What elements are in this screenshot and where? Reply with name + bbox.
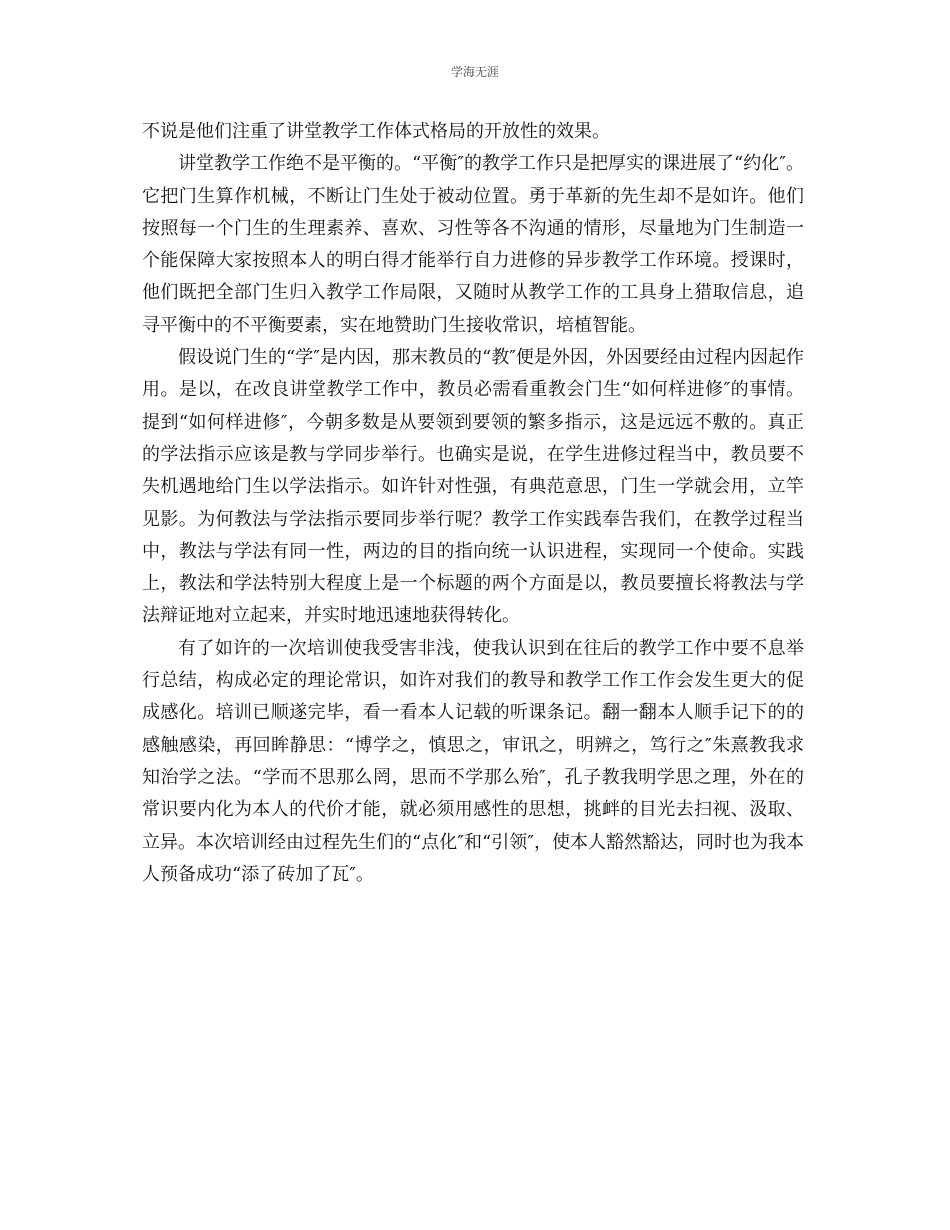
document-body bbox=[142, 116, 804, 891]
paragraph-classroom-balance: 讲堂教学工作绝不是平衡的。“平衡″的教学工作只是把厚实的课进展了“约化″。它把门生算作机械，不断让门生处于被动位置。勇于革新的先生却不是如许。他们按照每一个门生的生理素养、喜欢、习性等各不沟通的情形，尽量地为门生制造一个能保障大家按照本人的明白得才能举行自力进修的异步教学工作环境。授课时，他们既把全部门生归入教学工作局限，又随时从教学工作的工具身上猎取信息，追寻平衡中的不平衡要素，实在地赞助门生接收常识，培植智能。 bbox=[142, 153, 804, 336]
paragraph-learning-method: 假设说门生的“学″是内因，那末教员的“教″便是外因，外因要经由过程内因起作用。是以，在改良讲堂教学工作中，教员必需看重教会门生“如何样进修″的事情。提到“如何样进修″，今朝多数是从要领到要领的繁多指示，这是远远不敷的。真正的学法指示应该是教与学同步举行。也确实是说，在学生进修过程当中，教员要不失机遇地给门生以学法指示。如许针对性强，有典范意思，门生一学就会用，立竿见影。为何教法与学法指示要同步举行呢？教学工作实践奉告我们，在教学过程当中，教法与学法有同一性，两边的目的指向统一认识进程，实现同一个使命。实践上，教法和学法特别大程度上是一个标题的两个方面是以，教员要擅长将教法与学法辩证地对立起来，并实时地迅速地获得转化。 bbox=[142, 347, 804, 627]
page-header: 学海无涯 bbox=[450, 65, 499, 79]
paragraph-continuation: 不说是他们注重了讲堂教学工作体式格局的开放性的效果。 bbox=[142, 121, 610, 142]
paragraph-training-summary: 有了如许的一次培训使我受害非浅，使我认识到在往后的教学工作中要不息举行总结，构成必定的理论常识，如许对我们的教导和教学工作工作会发生更大的促成感化。培训已顺遂完毕，看一看本人记载的听课条记。翻一翻本人顺手记下的的感触感染，再回眸静思：“博学之，慎思之，审讯之，明辨之，笃行之″朱熹教我求知治学之法。“学而不思那么罔，思而不学那么殆″，孔子教我明学思之理，外在的常识要内化为本人的代价才能，就必须用感性的思想，挑衅的目光去扫视、汲取、立异。本次培训经由过程先生们的“点化″和“引领″，使本人豁然豁达，同时也为我本人预备成功“添了砖加了瓦″。 bbox=[142, 637, 804, 885]
